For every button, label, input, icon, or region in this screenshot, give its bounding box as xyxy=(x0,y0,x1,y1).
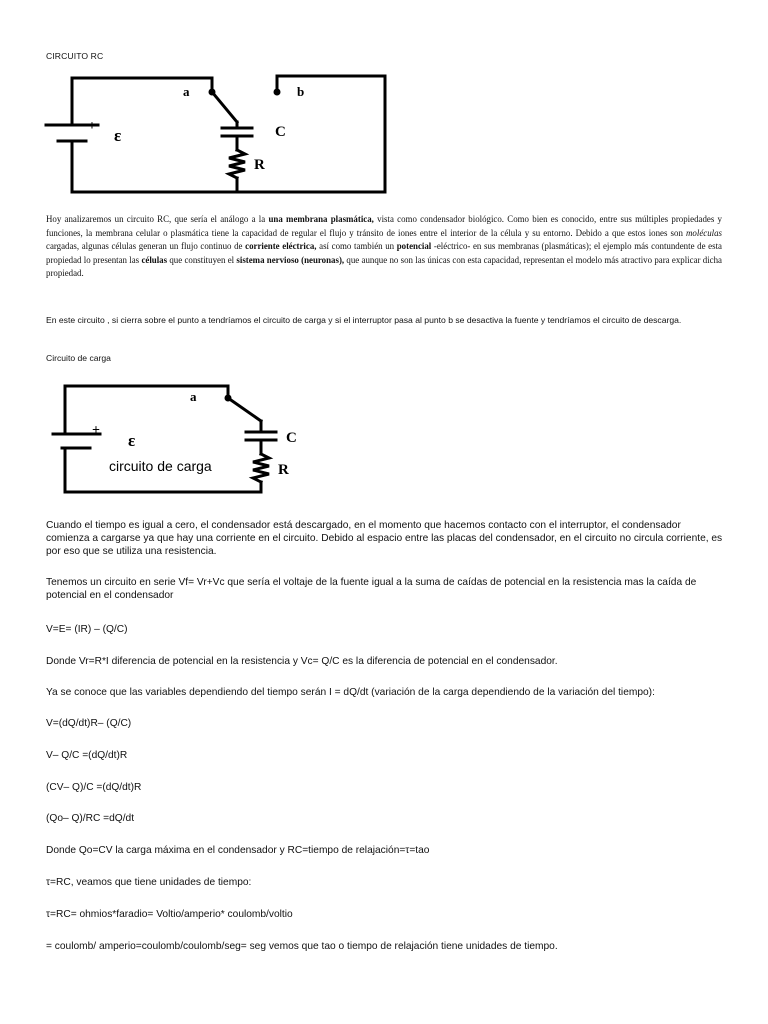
label-capacitor: C xyxy=(286,430,297,446)
paragraph-donde-2: Donde Qo=CV la carga máxima en el condensador y RC=tiempo de relajación=τ=tao xyxy=(46,845,430,856)
paragraph-donde-1: Donde Vr=R*I diferencia de potencial en la resistencia y Vc= Q/C es la diferencia de potencial en el condensador. xyxy=(46,656,558,667)
equation-4: (CV– Q)/C =(dQ/dt)R xyxy=(46,782,142,793)
label-emf: ε xyxy=(128,431,136,450)
label-a: a xyxy=(183,84,190,99)
page-title: CIRCUITO RC xyxy=(46,51,104,61)
paragraph-ya: Ya se conoce que las variables dependiendo del tiempo serán I = dQ/dt (variación de la carga dependiendo de la variación del tiempo): xyxy=(46,687,655,698)
equation-3: V– Q/C =(dQ/dt)R xyxy=(46,750,128,761)
paragraph-tau-2: τ=RC= ohmios*faradio= Voltio/amperio* coulomb/voltio xyxy=(46,909,293,920)
label-capacitor: C xyxy=(275,124,286,140)
paragraph-last: = coulomb/ amperio=coulomb/coulomb/seg= seg vemos que tao o tiempo de relajación tiene unidades de tiempo. xyxy=(46,941,558,952)
rc-circuit-diagram xyxy=(40,70,396,198)
equation-5: (Qo– Q)/RC =dQ/dt xyxy=(46,813,135,824)
label-emf: ε xyxy=(114,126,122,145)
label-a: a xyxy=(190,389,197,404)
label-resistor: R xyxy=(278,462,289,478)
paragraph-tenemos: Tenemos un circuito en serie Vf= Vr+Vc que sería el voltaje de la fuente igual a la suma de caídas de potencial en la resistencia mas la caída de potencial en el condensador xyxy=(46,577,697,601)
switch-point-a xyxy=(209,89,216,96)
subtitle-circuito-carga: Circuito de carga xyxy=(46,353,111,363)
switch-point-a xyxy=(225,395,232,402)
label-plus: + xyxy=(88,119,96,134)
circuit-description: En este circuito , si cierra sobre el punto a tendríamos el circuito de carga y si el interruptor pasa al punto b se desactiva la fuente y tendríamos el circuito de descarga. xyxy=(46,315,682,325)
intro-paragraph: Hoy analizaremos un circuito RC, que sería el análogo a la una membrana plasmática, vista como condensador biológico. Como bien es conocido, entre sus múltiples propiedades y funciones, la membrana celular o plasmática tiene la capacidad de regular el flujo y tránsito de iones entre el interior de la célula y su entorno. Debido a que estos iones son moléculas cargadas, algunas células generan un flujo continuo de corriente eléctrica, así como también un potencial -eléctrico- en sus membranas (plasmáticas); el ejemplo más contundente de esta propiedad lo presentan las células que constituyen el sistema nervioso (neuronas), que aunque no son las únicas con esta capacidad, representan el modelo más atractivo para explicar dicha propiedad. xyxy=(46,214,722,279)
paragraph-cuando: Cuando el tiempo es igual a cero, el condensador está descargado, en el momento que hacemos contacto con el interruptor, el condensador comienza a cargarse ya que hay una corriente en el circuito. Debido al espacio entre las placas del condensador, en el circuito no circula corriente, es por eso que se utiliza una resistencia. xyxy=(46,520,723,557)
equation-2: V=(dQ/dt)R– (Q/C) xyxy=(46,718,132,729)
label-resistor: R xyxy=(254,157,265,173)
label-b: b xyxy=(297,84,305,99)
charging-circuit-diagram xyxy=(50,376,312,498)
switch-point-b xyxy=(274,89,281,96)
equation-1: V=E= (IR) – (Q/C) xyxy=(46,624,128,635)
diagram-caption: circuito de carga xyxy=(109,458,212,474)
paragraph-tau-1: τ=RC, veamos que tiene unidades de tiempo: xyxy=(46,877,252,888)
label-plus: + xyxy=(92,423,100,438)
